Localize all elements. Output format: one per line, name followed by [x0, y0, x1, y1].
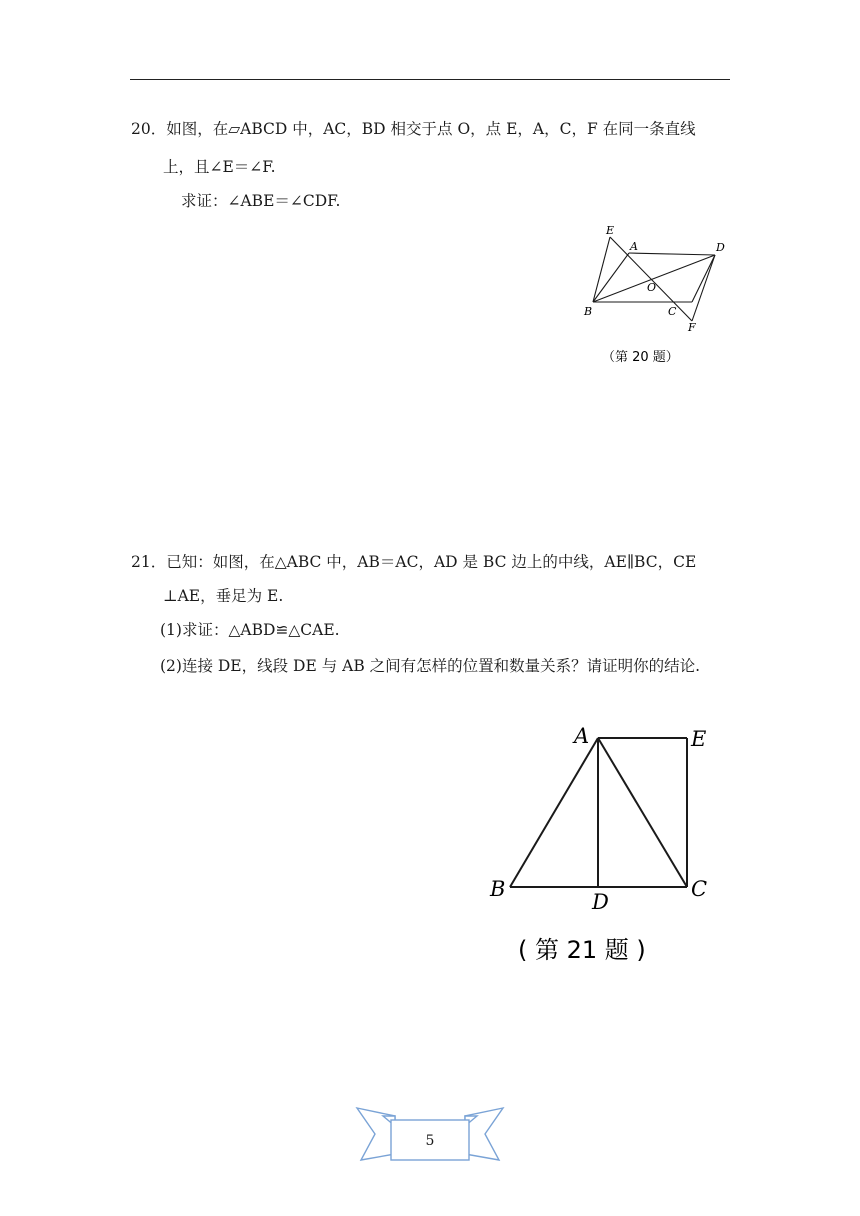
q21-label-c: C — [691, 877, 708, 901]
q21-line-4: (2)连接 DE，线段 DE 与 AB 之间有怎样的位置和数量关系？请证明你的结论. — [160, 657, 701, 675]
q20-label-a: A — [630, 240, 638, 253]
q21-caption: ( 第 21 题 ) — [518, 936, 646, 964]
q21-figure — [480, 720, 740, 970]
q20-figure — [575, 220, 735, 370]
q20-line-3: 求证：∠ABE＝∠CDF. — [181, 192, 341, 210]
q20-label-f: F — [688, 321, 696, 334]
page-number: 5 — [425, 1133, 435, 1149]
q20-label-o: O — [647, 281, 657, 294]
q21-label-e: E — [691, 727, 707, 751]
q21-label-d: D — [592, 890, 609, 914]
header-rule — [130, 79, 730, 80]
q21-line-2: ⊥AE，垂足为 E. — [163, 587, 284, 605]
q21-line-1: 21．已知：如图，在△ABC 中，AB＝AC，AD 是 BC 边上的中线，AE∥BC，CE — [131, 553, 697, 571]
q20-caption: （第 20 题） — [602, 350, 679, 365]
q21-label-a: A — [574, 724, 590, 748]
q20-label-d: D — [716, 241, 725, 254]
page-ribbon — [355, 1104, 505, 1168]
q20-label-c: C — [668, 305, 677, 318]
q21-label-b: B — [490, 877, 506, 901]
q20-label-e: E — [606, 224, 615, 237]
q21-line-3: (1)求证：△ABD≌△CAE. — [160, 621, 340, 639]
q20-line-2: 上，且∠E＝∠F. — [163, 158, 276, 176]
q20-line-1: 20．如图，在▱ABCD 中，AC，BD 相交于点 O，点 E，A，C，F 在同一条直线 — [131, 120, 696, 138]
q20-label-b: B — [584, 305, 593, 318]
